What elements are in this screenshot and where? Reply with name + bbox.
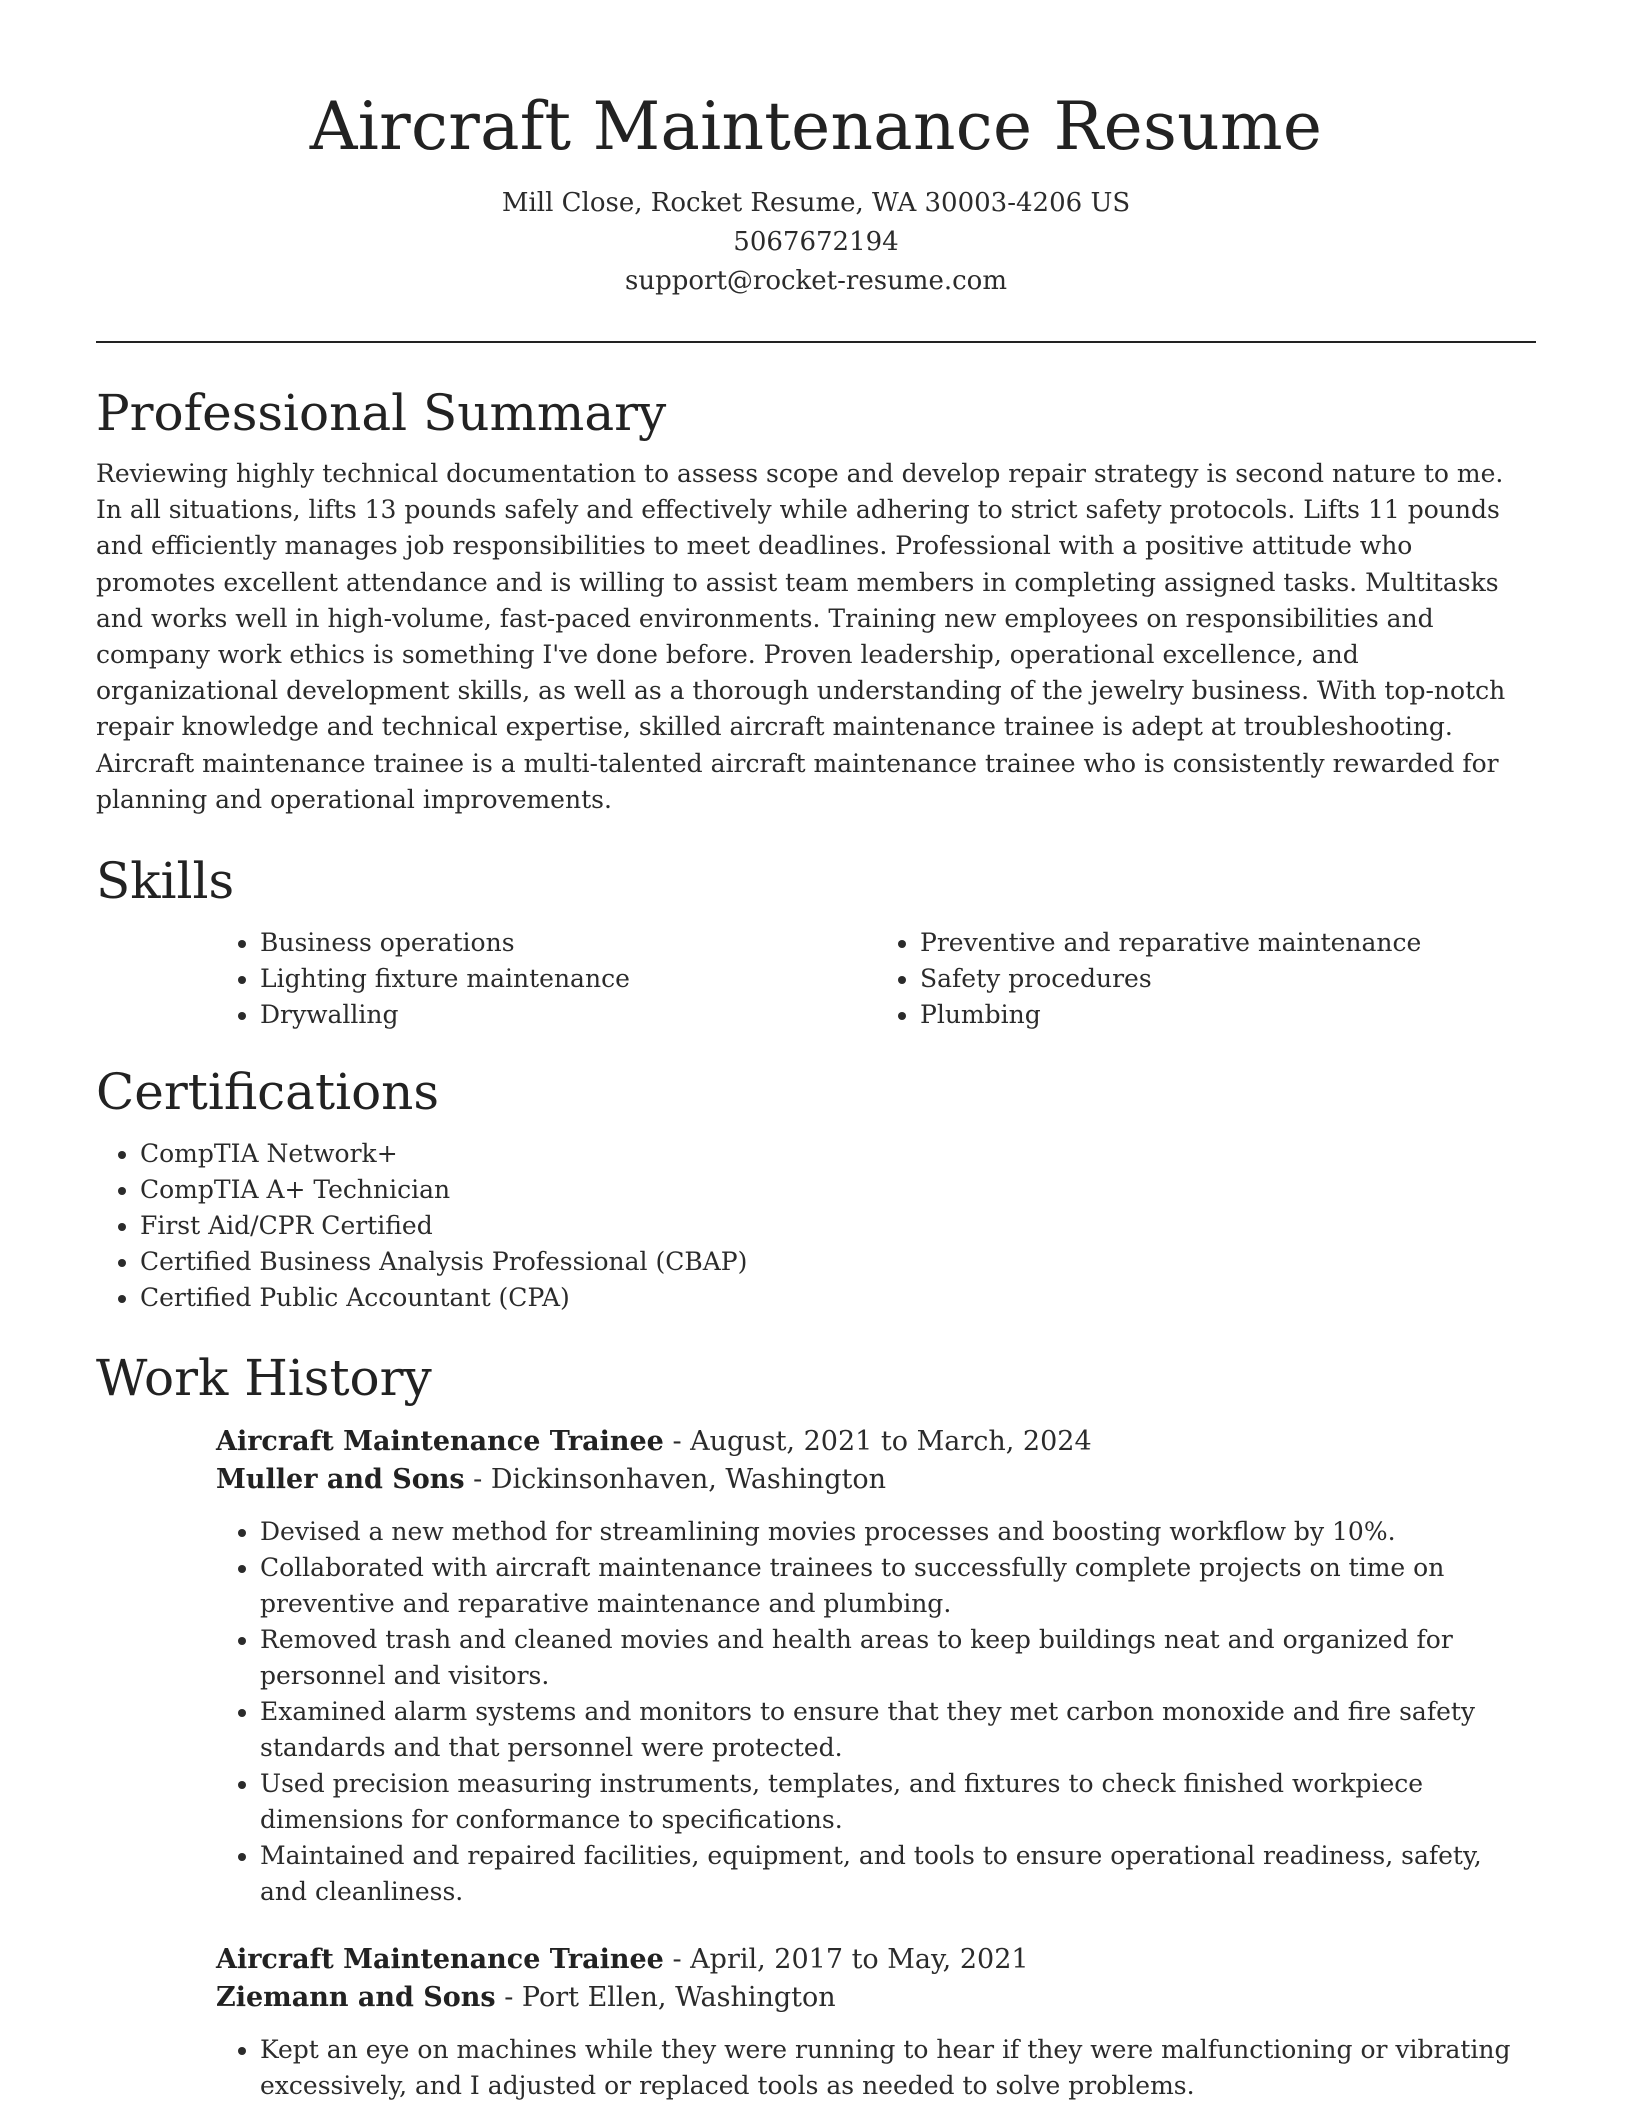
job-title: Aircraft Maintenance Trainee [216, 1426, 664, 1457]
skills-grid [216, 925, 1536, 1033]
job-title: Aircraft Maintenance Trainee [216, 1944, 664, 1975]
list-item: • Lighting fixture maintenance [260, 961, 876, 997]
list-item: • CompTIA A+ Technician [140, 1172, 1536, 1208]
resume-title: Aircraft Maintenance Resume [309, 88, 1323, 165]
list-item: • Examined alarm systems and monitors to ensure that they met carbon monoxide and fire safety standards and that personnel were protected. [260, 1694, 1536, 1766]
job-location: - Dickinsonhaven, Washington [464, 1464, 886, 1495]
list-item: • First Aid/CPR Certified [140, 1208, 1536, 1244]
list-item: • Business operations [260, 925, 876, 961]
contact-info [0, 184, 1632, 301]
certifications-heading: Certifications [96, 1063, 440, 1121]
job-entry [216, 1423, 1536, 1910]
skills-left-list [216, 925, 876, 1033]
certifications-section [96, 1059, 1536, 1316]
resume-header [0, 0, 1632, 301]
summary-text: Reviewing highly technical documentation to assess scope and develop repair strategy is second nature to me. In all situations, lifts 13 pounds safely and effectively while adhering to strict safety protocols. Lifts 11 pounds and efficiently manages job responsibilities to meet deadlines. Professional with a positive attitude who promotes excellent attendance and is willing to assist team members in completing assigned tasks. Multitasks and works well in high-volume, fast-paced environments. Training new employees on responsibilities and company work ethics is something I've done before. Proven leadership, operational excellence, and organizational development skills, as well as a thorough understanding of the jewelry business. With top-notch repair knowledge and technical expertise, skilled aircraft maintenance trainee is adept at troubleshooting. Aircraft maintenance trainee is a multi-talented aircraft maintenance trainee who is consistently rewarded for planning and operational improvements. [96, 459, 1506, 814]
email: support@rocket-resume.com [624, 266, 1007, 296]
list-item: • Plumbing [920, 997, 1536, 1033]
summary-heading: Professional Summary [96, 384, 667, 442]
skills-heading: Skills [96, 852, 235, 910]
list-item: • Devised a new method for streamlining movies processes and boosting workflow by 10%. [260, 1514, 1536, 1550]
phone: 5067672194 [733, 227, 899, 257]
job-company: Muller and Sons [216, 1464, 465, 1495]
header-divider [96, 341, 1536, 343]
skills-section [96, 848, 1536, 1033]
work-history-heading: Work History [96, 1349, 432, 1407]
list-item: • Preventive and reparative maintenance [920, 925, 1536, 961]
job-dates: - August, 2021 to March, 2024 [663, 1426, 1092, 1457]
list-item: • Used precision measuring instruments, templates, and fixtures to check finished workpiece dimensions for conformance to specifications. [260, 1766, 1536, 1838]
list-item: • Maintained and repaired facilities, equipment, and tools to ensure operational readiness, safety, and cleanliness. [260, 1838, 1536, 1910]
list-item: • Kept an eye on machines while they were running to hear if they were malfunctioning or vibrating excessively, and I adjusted or replaced tools as needed to solve problems. [260, 2032, 1536, 2104]
job-title-line [216, 1941, 1536, 1979]
work-history-section [96, 1345, 1536, 2104]
job-dates: - April, 2017 to May, 2021 [663, 1944, 1029, 1975]
job-entry [216, 1941, 1536, 2104]
address: Mill Close, Rocket Resume, WA 30003-4206 US [501, 188, 1131, 218]
list-item: • Certified Public Accountant (CPA) [140, 1280, 1536, 1316]
list-item: • CompTIA Network+ [140, 1136, 1536, 1172]
job-bullets [216, 1514, 1536, 1910]
job-bullets [216, 2032, 1536, 2104]
list-item: • Collaborated with aircraft maintenance trainees to successfully complete projects on time on preventive and reparative maintenance and plumbing. [260, 1550, 1536, 1622]
job-location: - Port Ellen, Washington [495, 1982, 836, 2013]
list-item: • Removed trash and cleaned movies and health areas to keep buildings neat and organized for personnel and visitors. [260, 1622, 1536, 1694]
list-item: • Safety procedures [920, 961, 1536, 997]
job-company: Ziemann and Sons [216, 1982, 496, 2013]
job-title-line [216, 1423, 1536, 1461]
summary-section [96, 380, 1536, 818]
job-company-line [216, 1461, 1536, 1499]
certifications-list [96, 1136, 1536, 1316]
list-item: • Drywalling [260, 997, 876, 1033]
list-item: • Certified Business Analysis Professional (CBAP) [140, 1244, 1536, 1280]
job-company-line [216, 1979, 1536, 2017]
skills-right-list [876, 925, 1536, 1033]
